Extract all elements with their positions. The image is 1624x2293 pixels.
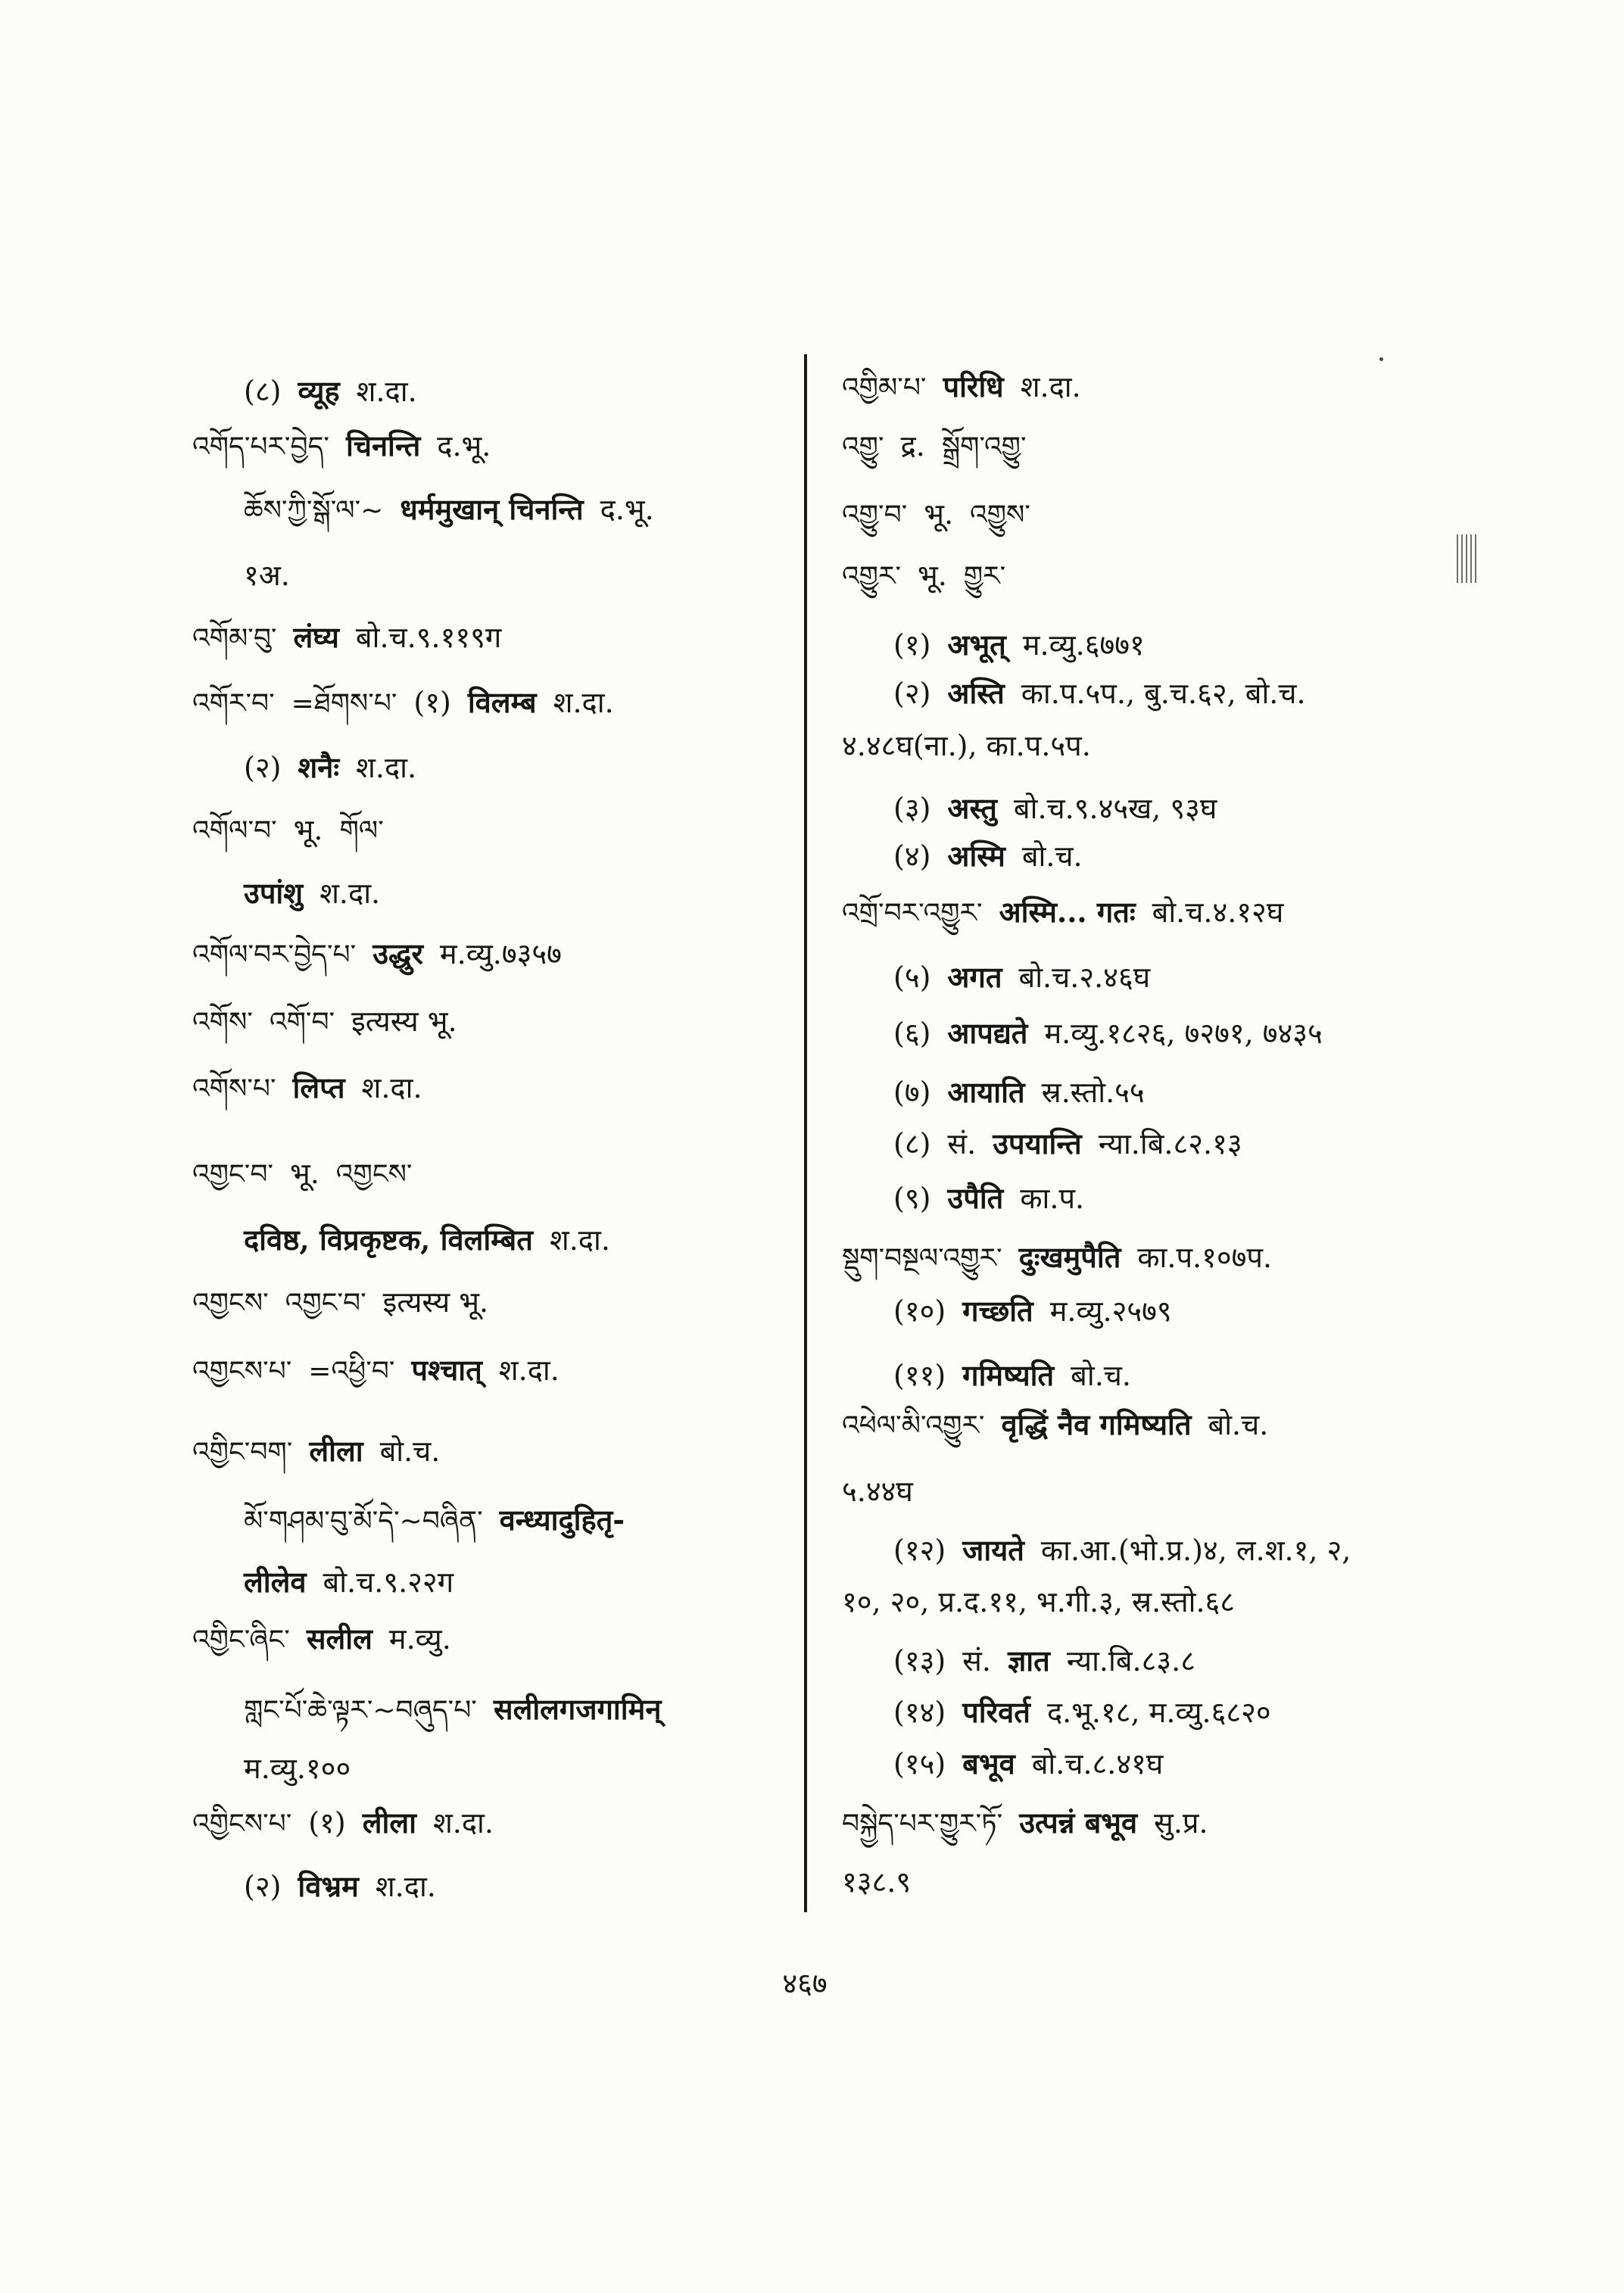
sanskrit-equivalent: वन्ध्यादुहितृ- xyxy=(499,1503,625,1537)
sanskrit-equivalent: अगत xyxy=(947,960,1002,994)
reference: म.व्यु.२५७९ xyxy=(1049,1294,1172,1328)
tibetan-term: འགྱུར་ xyxy=(842,561,902,592)
reference: बो.च.९.४५ख, ९३घ xyxy=(1013,792,1217,825)
reference: म.व्यु.७३५७ xyxy=(439,937,562,970)
tibetan-term: འགྱངས་པ་ xyxy=(192,1356,292,1387)
entry-line xyxy=(893,1640,1212,1682)
sense-number: (१०) xyxy=(893,1294,946,1328)
reference: म.व्यु. xyxy=(388,1622,451,1656)
reference: द.भू. xyxy=(600,493,654,526)
tibetan-term: འགྱིངས་པ་ xyxy=(192,1809,292,1840)
reference: श.दा. xyxy=(320,877,381,910)
tibetan-term: འགྱུ་ xyxy=(842,431,884,463)
tibetan-term: འགོལ་བ་ xyxy=(192,815,277,846)
tibetan-term: འགྱང་བ་ xyxy=(192,1159,273,1190)
reference: श.दा. xyxy=(356,375,417,408)
reference: श.दा. xyxy=(356,751,417,784)
sanskrit-equivalent: परिधि xyxy=(943,369,1004,403)
reference: श.दा. xyxy=(498,1354,560,1387)
reference: न्या.बि.८२.१३ xyxy=(1098,1127,1242,1161)
entry-line xyxy=(842,1470,930,1513)
entry-line xyxy=(893,956,1167,999)
tibetan-term: གླང་པོ་ཆེ་ལྟར་~བཞུད་པ་ xyxy=(244,1695,477,1726)
entry-line xyxy=(842,1802,1225,1844)
sanskrit-equivalent: अस्मि... गतः xyxy=(999,895,1136,929)
sanskrit-equivalent: विभ्रम xyxy=(298,1869,359,1903)
tibetan-term: =འཕྱི་བ་ xyxy=(308,1356,395,1387)
tibetan-term: འགོད་པར་བྱེད་ xyxy=(192,431,329,463)
sanskrit-equivalent: पश्चात् xyxy=(411,1353,482,1387)
sanskrit-equivalent: उपयान्ति xyxy=(993,1126,1082,1161)
reference: बो.च. xyxy=(1208,1408,1269,1441)
entry-line xyxy=(893,1290,1189,1332)
sanskrit-equivalent: वृद्धिं नैव गमिष्यति xyxy=(1001,1407,1192,1441)
sanskrit-equivalent: परिवर्त xyxy=(962,1695,1030,1729)
entry-line xyxy=(842,1581,1252,1623)
reference: बो.च. xyxy=(1071,1359,1132,1392)
tibetan-term: གོལ་ xyxy=(339,815,384,846)
sanskrit-equivalent: उपैति xyxy=(947,1181,1004,1215)
tibetan-term: =ཐོགས་པ་ xyxy=(291,688,397,719)
tibetan-term: འགྱིམ་པ་ xyxy=(842,372,927,403)
tibetan-term: འགོལ་བར་བྱེད་པ་ xyxy=(192,939,357,970)
tibetan-term: འགྱིང་བག་ xyxy=(192,1437,293,1468)
entry-line xyxy=(893,1691,1288,1734)
reference: बो.च. xyxy=(1021,840,1083,873)
reference: ४.४८घ(ना.), का.प.५प. xyxy=(842,729,1091,762)
sanskrit-equivalent: शनैः xyxy=(298,750,340,784)
sanskrit-equivalent: धर्ममुखान् चिनन्ति xyxy=(400,492,584,526)
reference: १अ. xyxy=(244,559,290,592)
sense-number: (१) xyxy=(308,1806,346,1840)
entry-line xyxy=(893,672,1323,715)
tibetan-term: འགྱངས་ xyxy=(192,1288,269,1319)
sanskrit-equivalent: लिप्त xyxy=(292,1070,345,1104)
reference: इत्यस्य भू. xyxy=(351,1005,457,1038)
sense-number: (७) xyxy=(893,1076,931,1109)
sense-number: (२) xyxy=(893,677,931,710)
entry-line xyxy=(842,493,1047,535)
sense-number: (५) xyxy=(893,961,931,994)
sense-number: (१) xyxy=(413,686,451,719)
reference: इत्यस्य भू. xyxy=(382,1285,489,1319)
sense-number: (८) xyxy=(244,375,282,408)
reference: द.भू. xyxy=(437,429,491,463)
reference: १०, २०, प्र.द.११, भ.गी.३, स्र.स्तो.६८ xyxy=(842,1585,1236,1618)
sanskrit-equivalent: उपांशु xyxy=(244,876,304,910)
sense-number: (८) xyxy=(893,1127,931,1161)
entry-line xyxy=(842,891,1300,933)
entry-line xyxy=(893,624,1161,666)
sense-number: (६) xyxy=(893,1017,931,1050)
reference: श.दा. xyxy=(549,1223,610,1257)
tibetan-term: འགྱུས་ xyxy=(970,500,1030,531)
reference: का.प.५प., बु.च.६२, बो.च. xyxy=(1021,677,1306,710)
reference: भू. xyxy=(293,813,323,846)
reference: बो.च.९.११९ग xyxy=(355,621,502,654)
entry-line xyxy=(842,724,1108,767)
entry-line xyxy=(893,787,1233,830)
sanskrit-equivalent: सलीलगजगामिन् xyxy=(493,1692,662,1726)
entry-line xyxy=(893,1071,1161,1114)
reference: श.दा. xyxy=(375,1870,436,1903)
sanskrit-equivalent: ज्ञात xyxy=(1007,1643,1050,1678)
reference: १३८.९ xyxy=(842,1865,912,1899)
sanskrit-equivalent: दविष्ठ, विप्रकृष्टक, विलम्बित xyxy=(244,1223,533,1257)
reference: म.व्यु.१०० xyxy=(244,1752,351,1785)
sanskrit-equivalent: अस्तु xyxy=(947,791,997,825)
reference: म.व्यु.६७७१ xyxy=(1022,628,1145,662)
sanskrit-equivalent: बभूव xyxy=(962,1746,1015,1781)
sense-number: (१) xyxy=(893,628,931,662)
tibetan-term: འགྱངས་ xyxy=(335,1159,413,1190)
reference: द.भू.१८, म.व्यु.६८२० xyxy=(1046,1696,1271,1729)
page-number: ४६७ xyxy=(782,1967,828,2000)
reference: सं. xyxy=(962,1644,991,1678)
sense-number: (१४) xyxy=(893,1696,946,1729)
reference: सु.प्र. xyxy=(1154,1806,1208,1840)
entry-line xyxy=(842,1404,1285,1446)
sanskrit-equivalent: लीला xyxy=(362,1805,416,1840)
sanskrit-equivalent: गमिष्यति xyxy=(962,1358,1055,1392)
sanskrit-equivalent: अभूत् xyxy=(947,628,1006,662)
sanskrit-equivalent: अस्ति xyxy=(947,676,1005,710)
entry-line xyxy=(893,1354,1148,1397)
tibetan-term: འགོ་བ་ xyxy=(269,1007,335,1038)
entry-line xyxy=(893,1743,1180,1785)
entry-line xyxy=(842,366,1098,408)
sanskrit-equivalent: सलील xyxy=(306,1622,372,1656)
tibetan-term: སྡུག་བསྔལ་འགྱུར་ xyxy=(842,1243,1002,1274)
sense-number: (१३) xyxy=(893,1644,946,1678)
entry-line xyxy=(842,1861,927,1903)
reference: बो.च.४.१२घ xyxy=(1152,896,1284,929)
reference: बो.च.८.४१घ xyxy=(1031,1747,1164,1781)
reference: बो.च. xyxy=(379,1435,441,1468)
sanskrit-equivalent: गच्छति xyxy=(962,1294,1033,1328)
entry-line xyxy=(842,425,1043,467)
reference: का.प.१०७प. xyxy=(1137,1241,1273,1274)
sanskrit-equivalent: अस्मि xyxy=(947,839,1005,873)
tibetan-term: འགྱིང་ཞིང་ xyxy=(192,1625,290,1656)
sanskrit-equivalent: आयाति xyxy=(947,1075,1025,1109)
reference: भू. xyxy=(290,1157,320,1190)
tibetan-term: འགོམ་བུ་ xyxy=(192,623,277,654)
sanskrit-equivalent: लंघ्य xyxy=(293,620,339,654)
sanskrit-equivalent: चिनन्ति xyxy=(345,428,421,463)
sanskrit-equivalent: लीलेव xyxy=(244,1565,307,1599)
reference: द्र. xyxy=(900,429,925,463)
reference: भू. xyxy=(918,559,947,592)
reference: श.दा. xyxy=(361,1071,422,1104)
tibetan-term: སྒྲོག་འགྱུ་ xyxy=(941,431,1027,463)
entry-line xyxy=(893,1123,1259,1165)
sanskrit-equivalent: लीला xyxy=(309,1434,363,1468)
reference: बो.च.२.४६घ xyxy=(1018,961,1151,994)
reference: का.प. xyxy=(1020,1182,1085,1215)
tibetan-term: ཆོས་ཀྱི་སྒོ་ལ་~ xyxy=(244,495,384,526)
sanskrit-equivalent: आपद्यते xyxy=(947,1016,1028,1050)
tibetan-term: འཕེལ་མི་འགྱུར་ xyxy=(842,1410,985,1441)
sanskrit-equivalent: जायते xyxy=(962,1533,1024,1567)
entry-line xyxy=(893,1529,1367,1572)
tibetan-term: འགོས་པ་ xyxy=(192,1073,276,1104)
tibetan-term: འགོས་ xyxy=(192,1007,253,1038)
reference: श.दा. xyxy=(432,1806,494,1840)
reference: म.व्यु.१८२६, ७२७१, ७४३५ xyxy=(1044,1017,1323,1050)
sense-number: (२) xyxy=(244,1870,282,1903)
sense-number: (९) xyxy=(893,1182,931,1215)
tibetan-term: གྱུར་ xyxy=(963,561,1006,592)
sanskrit-equivalent: उत्पन्नं बभूव xyxy=(1019,1805,1138,1840)
margin-mark xyxy=(1457,534,1476,583)
sanskrit-equivalent: उद्धुर xyxy=(372,936,423,970)
entry-line xyxy=(893,1012,1339,1055)
tibetan-term: བསྐྱེད་པར་གྱུར་ཏོ་ xyxy=(842,1809,1003,1840)
reference: श.दा. xyxy=(1020,370,1081,403)
sanskrit-equivalent: विलम्ब xyxy=(467,685,537,719)
reference: श.दा. xyxy=(553,686,614,719)
tibetan-term: འགྱུ་བ་ xyxy=(842,500,908,531)
reference: सं. xyxy=(947,1127,977,1161)
entry-line xyxy=(893,1177,1101,1220)
sense-number: (११) xyxy=(893,1359,946,1392)
entry-line xyxy=(842,554,1022,597)
reference: स्र.स्तो.५५ xyxy=(1041,1076,1145,1109)
tibetan-term: མོ་གཤམ་བུ་མོ་དེ་~བཞིན་ xyxy=(244,1506,483,1537)
sense-number: (३) xyxy=(893,792,931,825)
tibetan-term: འགྱང་བ་ xyxy=(285,1288,366,1319)
reference: न्या.बि.८३.८ xyxy=(1066,1644,1195,1678)
sanskrit-equivalent: व्यूह xyxy=(298,374,340,408)
tibetan-term: འགྲོ་བར་འགྱུར་ xyxy=(842,898,983,929)
reference: भू. xyxy=(924,497,954,531)
print-speck xyxy=(1379,357,1383,361)
sense-number: (२) xyxy=(244,751,282,784)
reference: बो.च.९.२२ग xyxy=(323,1566,454,1599)
reference: ५.४४घ xyxy=(842,1475,913,1508)
sense-number: (४) xyxy=(893,840,931,873)
entry-line xyxy=(842,1236,1289,1279)
entry-line xyxy=(893,835,1099,877)
reference: का.आ.(भो.प्र.)४, ल.श.१, २, xyxy=(1040,1534,1351,1567)
sense-number: (१२) xyxy=(893,1534,946,1567)
sense-number: (१५) xyxy=(893,1747,946,1781)
tibetan-term: འགོར་བ་ xyxy=(192,688,275,719)
sanskrit-equivalent: दुःखमुपैति xyxy=(1018,1240,1121,1274)
